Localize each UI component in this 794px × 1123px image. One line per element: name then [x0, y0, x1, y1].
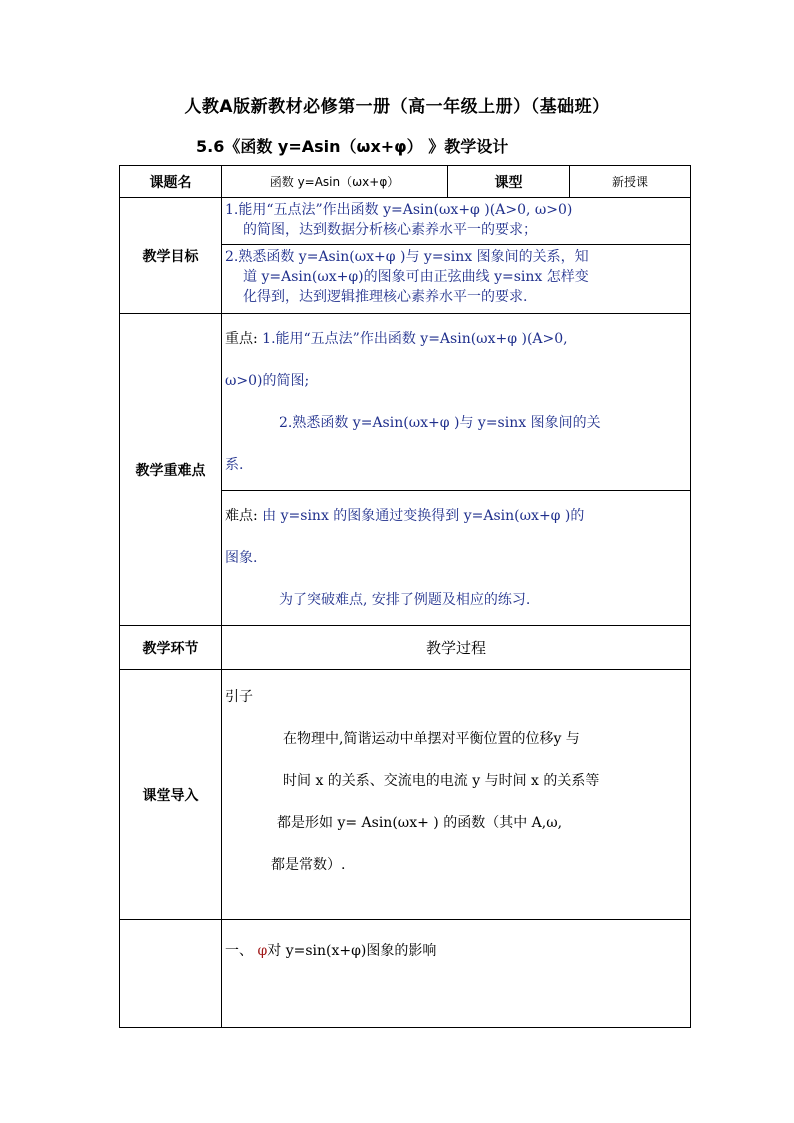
- difficult-points: [222, 491, 691, 626]
- goal-2: [222, 245, 691, 314]
- document-title: 人教A版新教材必修第一册（高一年级上册）（基础班）: [184, 97, 610, 117]
- goal-1: [222, 198, 691, 245]
- intro-line-2: 时间 x 的关系、交流电的电流 y 与时间 x 的关系等: [283, 773, 600, 789]
- document-subtitle: 5.6《函数 y=Asin（ωx+φ） 》教学设计: [196, 137, 509, 156]
- diff-line-b: 图象.: [225, 550, 258, 566]
- type-label: 课型: [448, 166, 570, 198]
- keypoints-label: 教学重难点: [120, 314, 222, 626]
- diff-line-c: 为了突破难点, 安排了例题及相应的练习.: [279, 592, 531, 608]
- section-row: [120, 920, 691, 1028]
- goal-1-line-a: 1.能用“五点法”作出函数 y=Asin(ωx+φ )(A>0, ω>0): [225, 202, 573, 218]
- key-1-line-a: 1.能用“五点法”作出函数 y=Asin(ωx+φ )(A>0,: [262, 331, 568, 347]
- key-2-line-a: 2.熟悉函数 y=Asin(ωx+φ )与 y=sinx 图象间的关: [279, 415, 601, 431]
- intro-line-1: 在物理中,简谐运动中单摆对平衡位置的位移y 与: [283, 731, 580, 747]
- key-2-line-b: 系.: [225, 457, 244, 473]
- intro-label: 课堂导入: [120, 670, 222, 920]
- type-value: 新授课: [570, 166, 691, 198]
- goal-2-line-b: 道 y=Asin(ωx+φ)的图象可由正弦曲线 y=sinx 怎样变: [243, 269, 589, 285]
- key-points: [222, 314, 691, 491]
- process-label: 教学过程: [222, 626, 691, 670]
- process-stage-label: 教学环节: [120, 626, 222, 670]
- diff-line-a: 由 y=sinx 的图象通过变换得到 y=Asin(ωx+φ )的: [262, 508, 585, 524]
- lesson-plan-table: [119, 165, 691, 1028]
- section-1-content: [222, 920, 691, 1028]
- section-1-mid: 对 y=sin(x+φ): [267, 943, 367, 959]
- section-1-prefix: 一、: [225, 943, 253, 959]
- goal-2-line-a: 2.熟悉函数 y=Asin(ωx+φ )与 y=sinx 图象间的关系，知: [225, 249, 589, 265]
- goals-row-1: [120, 198, 691, 245]
- section-1-end: 图象的影响: [366, 943, 437, 959]
- intro-line-4: 都是常数）.: [271, 857, 346, 873]
- intro-row: [120, 670, 691, 920]
- topic-value: 函数 y=Asin（ωx+φ）: [222, 166, 448, 198]
- goal-2-line-c: 化得到，达到逻辑推理核心素养水平一的要求.: [243, 289, 528, 305]
- intro-content: [222, 670, 691, 920]
- diff-prefix: 难点:: [225, 508, 263, 524]
- process-header-row: [120, 626, 691, 670]
- goal-1-line-b: 的简图，达到数据分析核心素养水平一的要求；: [243, 222, 537, 238]
- intro-line-3: 都是形如 y= Asin(ωx+ ) 的函数（其中 A,ω,: [277, 815, 563, 831]
- key-prefix: 重点:: [225, 331, 263, 347]
- topic-label: 课题名: [120, 166, 222, 198]
- section-stage-cell: [120, 920, 222, 1028]
- topic-row: [120, 166, 691, 198]
- key-1-line-b: ω>0)的简图;: [225, 373, 310, 389]
- section-1-phi: φ: [257, 943, 268, 959]
- keypoints-row-1: [120, 314, 691, 491]
- goals-label: 教学目标: [120, 198, 222, 314]
- intro-heading: 引子: [225, 689, 253, 705]
